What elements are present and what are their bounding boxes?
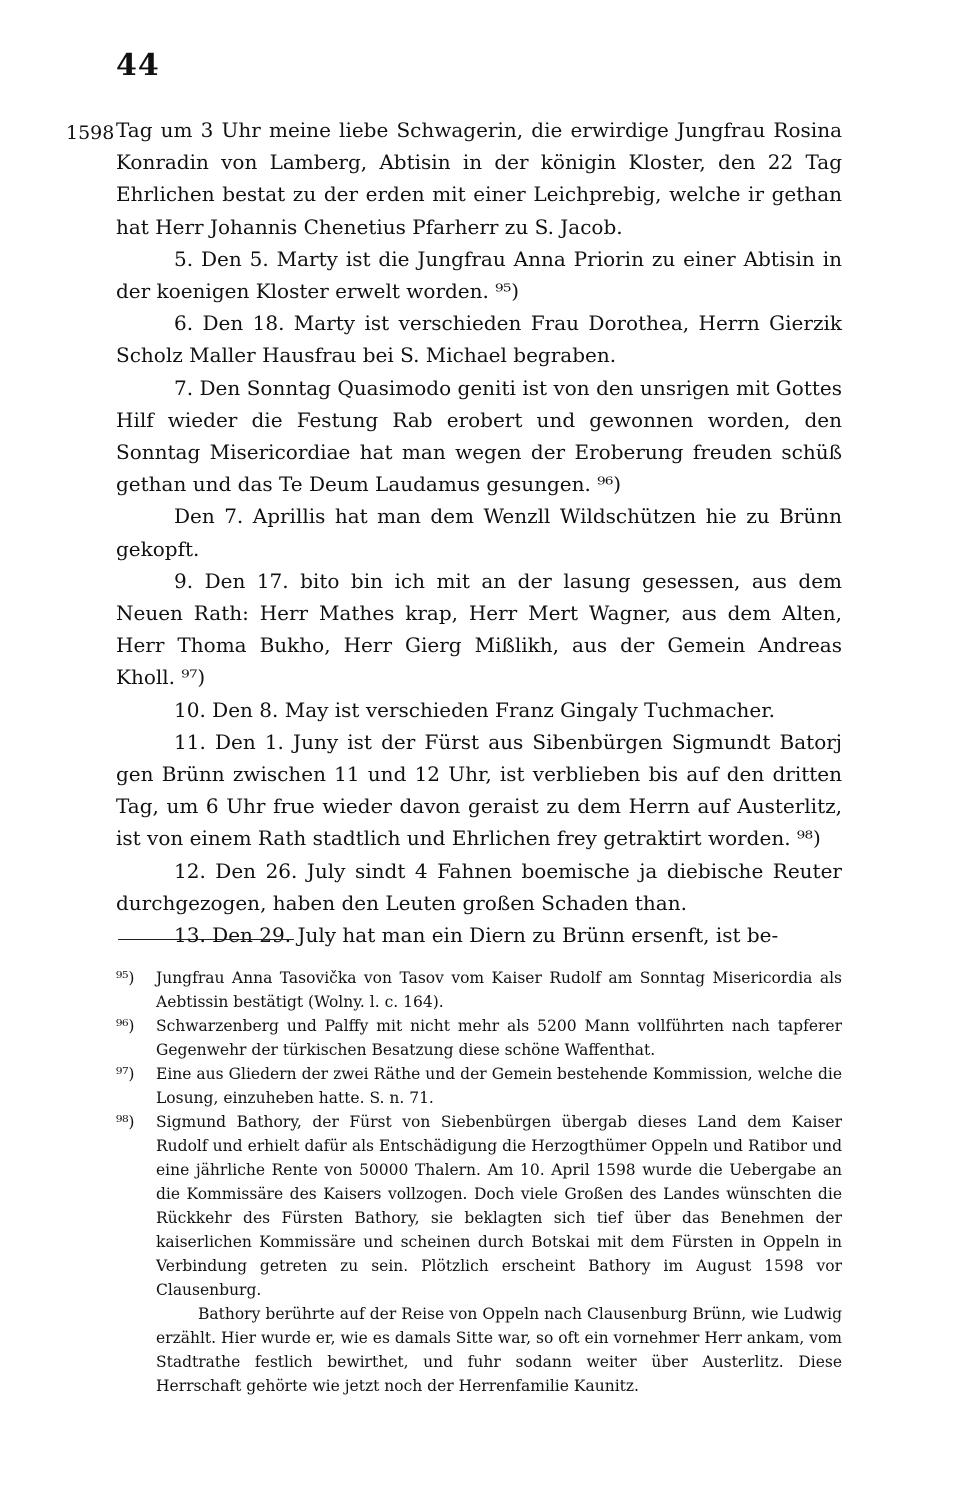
paragraph: 11. Den 1. Juny ist der Fürst aus Sibenbürgen Sigmundt Batorj gen Brünn zwischen 11 und 12 Uhr, ist verblieben bis auf den dritten Tag, um 6 Uhr frue wieder davon geraist zu dem Herrn auf Austerlitz, ist von einem Rath stadtlich und Ehrlichen frey getraktirt worden. ⁹⁸) (116, 729, 842, 851)
footnote (116, 1062, 842, 1110)
page-number: 44 (116, 48, 160, 83)
footnote-marker: ⁹⁵) (116, 969, 135, 987)
footnotes (116, 966, 842, 1398)
paragraph: 13. Den 29. July hat man ein Diern zu Brünn ersenft, ist be- (174, 923, 779, 948)
footnote-text: Schwarzenberg und Palffy mit nicht mehr als 5200 Mann vollführten nach tapferer Gegenwehr der türkischen Besatzung diese schöne Waffenthat. (156, 1017, 842, 1059)
footnote-marker: ⁹⁶) (116, 1017, 135, 1035)
paragraph: Tag um 3 Uhr meine liebe Schwagerin, die erwirdige Jungfrau Rosina Konradin von Lamberg, Abtisin in der königin Kloster, den 22 Tag Ehrlichen bestat zu der erden mit einer Leichprebig, welche ir gethan hat Herr Johannis Chenetius Pfarherr zu S. Jacob. (116, 118, 842, 239)
footnote (116, 1014, 842, 1062)
paragraph: 6. Den 18. Marty ist verschieden Frau Dorothea, Herrn Gierzik Scholz Maller Hausfrau bei S. Michael begraben. (116, 311, 842, 368)
footnote-continuation: Bathory berührte auf der Reise von Oppeln nach Clausenburg Brünn, wie Ludwig erzählt. Hier wurde er, wie es damals Sitte war, so oft ein vornehmer Herr ankam, vom Stadtrathe festlich bewirthet, und fuhr sodann weiter über Austerlitz. Diese Herrschaft gehörte wie jetzt noch der Herrenfamilie Kaunitz. (156, 1305, 842, 1395)
paragraph: Den 7. Aprillis hat man dem Wenzll Wildschützen hie zu Brünn gekopft. (116, 504, 842, 561)
footnote (116, 966, 842, 1014)
paragraph: 7. Den Sonntag Quasimodo geniti ist von den unsrigen mit Gottes Hilf wieder die Festung Rab erobert und gewonnen worden, den Sonntag Misericordiae hat man wegen der Eroberung freuden schüß gethan und das Te Deum Laudamus gesungen. ⁹⁶) (116, 375, 842, 497)
paragraph: 9. Den 17. bito bin ich mit an der lasung gesessen, aus dem Neuen Rath: Herr Mathes krap, Herr Mert Wagner, aus dem Alten, Herr Thoma Bukho, Herr Gierg Mißlikh, aus der Gemein Andreas Kholl. ⁹⁷) (116, 568, 842, 690)
paragraph: 5. Den 5. Marty ist die Jungfrau Anna Priorin zu einer Abtisin in der koenigen Kloster erwelt worden. ⁹⁵) (116, 246, 842, 304)
paragraph: 12. Den 26. July sindt 4 Fahnen boemische ja diebische Reuter durchgezogen, haben den Leuten großen Schaden than. (116, 858, 842, 915)
footnote-text: Jungfrau Anna Tasovička von Tasov vom Kaiser Rudolf am Sonntag Misericordia als Aebtissin bestätigt (Wolny. l. c. 164). (156, 969, 842, 1011)
footnote-marker: ⁹⁸) (116, 1113, 135, 1131)
margin-year: 1598 (66, 122, 115, 144)
footnote-text: Sigmund Bathory, der Fürst von Siebenbürgen übergab dieses Land dem Kaiser Rudolf und erhielt dafür als Entschädigung die Herzogthümer Oppeln und Ratibor und eine jährliche Rente von 50000 Thalern. Am 10. April 1598 wurde die Uebergabe an die Kommissäre des Kaisers vollzogen. Doch viele Großen des Landes wünschten die Rückkehr des Fürsten Bathory, sie beklagten sich tief über das Benehmen der kaiserlichen Kommissäre und scheinen durch Botskai mit dem Fürsten in Oppeln in Verbindung getreten zu sein. Plötzlich erscheint Bathory im August 1598 vor Clausenburg. (156, 1113, 842, 1299)
footnote-text: Eine aus Gliedern der zwei Räthe und der Gemein bestehende Kommission, welche die Losung, einzuheben hatte. S. n. 71. (156, 1065, 842, 1107)
main-text (116, 114, 842, 951)
footnote-divider (118, 939, 294, 940)
footnote-marker: ⁹⁷) (116, 1065, 135, 1083)
footnote (116, 1110, 842, 1302)
paragraph: 10. Den 8. May ist verschieden Franz Gingaly Tuchmacher. (174, 697, 775, 722)
